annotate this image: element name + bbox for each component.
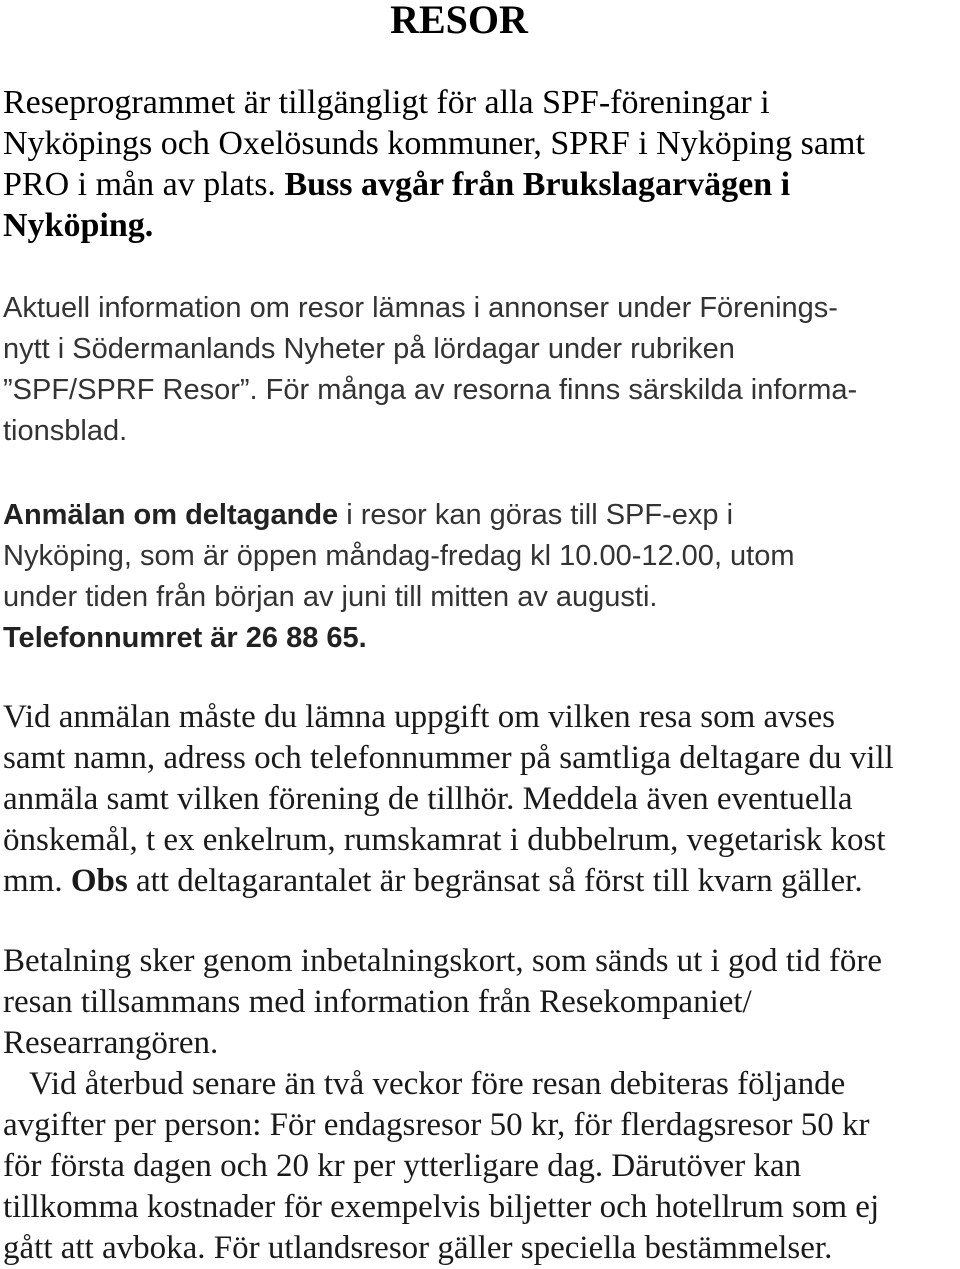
text-line: ”SPF/SPRF Resor”. För många av resorna finns särskilda informa- — [3, 374, 858, 406]
text-line: Nyköping. — [3, 207, 154, 244]
text-line — [3, 164, 865, 205]
text-line: önskemål, t ex enkelrum, rumskamrat i dubbelrum, vegetarisk kost — [3, 822, 886, 858]
text-line: för första dagen och 20 kr per ytterligare dag. Därutöver kan — [3, 1148, 802, 1184]
text-line: Nyköping, som är öppen måndag-fredag kl 10.00-12.00, utom — [3, 540, 795, 572]
text-line: tionsblad. — [3, 415, 128, 447]
text-line — [3, 861, 894, 902]
text-line: anmäla samt vilken förening de tillhör. Meddela även eventuella — [3, 781, 853, 817]
paragraph-payment — [3, 941, 882, 1064]
paragraph-required-info — [3, 697, 894, 902]
paragraph-registration — [3, 495, 795, 659]
text-line: Nyköpings och Oxelösunds kommuner, SPRF i Nyköping samt — [3, 125, 865, 162]
page-title: RESOR — [390, 0, 528, 42]
registration-emphasis: Anmälan om deltagande — [3, 499, 339, 531]
paragraph-intro — [3, 82, 865, 246]
text-line: Betalning sker genom inbetalningskort, som sänds ut i god tid före — [3, 943, 882, 979]
text-line: tillkomma kostnader för exempelvis biljetter och hotellrum som ej — [3, 1189, 880, 1225]
text-line: avgifter per person: För endagsresor 50 kr, för flerdagsresor 50 kr — [3, 1107, 870, 1143]
text-line: Vid återbud senare än två veckor före resan debiteras följande — [29, 1066, 846, 1102]
text-line: nytt i Södermanlands Nyheter på lördagar under rubriken — [3, 333, 735, 365]
text-line: Reseprogrammet är tillgängligt för alla SPF-föreningar i — [3, 84, 770, 121]
text-line: gått att avboka. För utlandsresor gäller speciella bestämmelser. — [3, 1230, 833, 1266]
text-line — [3, 495, 795, 536]
text-line: Aktuell information om resor lämnas i annonser under Förenings- — [3, 292, 838, 324]
text-span: mm. — [3, 863, 71, 899]
obs-emphasis: Obs — [70, 863, 128, 899]
paragraph-information — [3, 288, 857, 452]
bus-departure-emphasis: Buss avgår från Brukslagarvägen i — [284, 166, 791, 203]
text-line: under tiden från början av juni till mitten av augusti. — [3, 581, 658, 613]
text-line: Vid anmälan måste du lämna uppgift om vilken resa som avses — [3, 699, 835, 735]
text-span: att deltagarantalet är begränsat så först till kvarn gäller. — [127, 863, 863, 899]
text-span: i resor kan göras till SPF-exp i — [338, 499, 734, 531]
phone-number-line: Telefonnumret är 26 88 65. — [3, 622, 367, 654]
text-span: PRO i mån av plats. — [3, 166, 285, 203]
text-line: samt namn, adress och telefonnummer på samtliga deltagare du vill — [3, 740, 894, 776]
text-line: Researrangören. — [3, 1025, 219, 1061]
text-line: resan tillsammans med information från Resekompaniet/ — [3, 984, 752, 1020]
paragraph-cancellation — [3, 1064, 879, 1269]
